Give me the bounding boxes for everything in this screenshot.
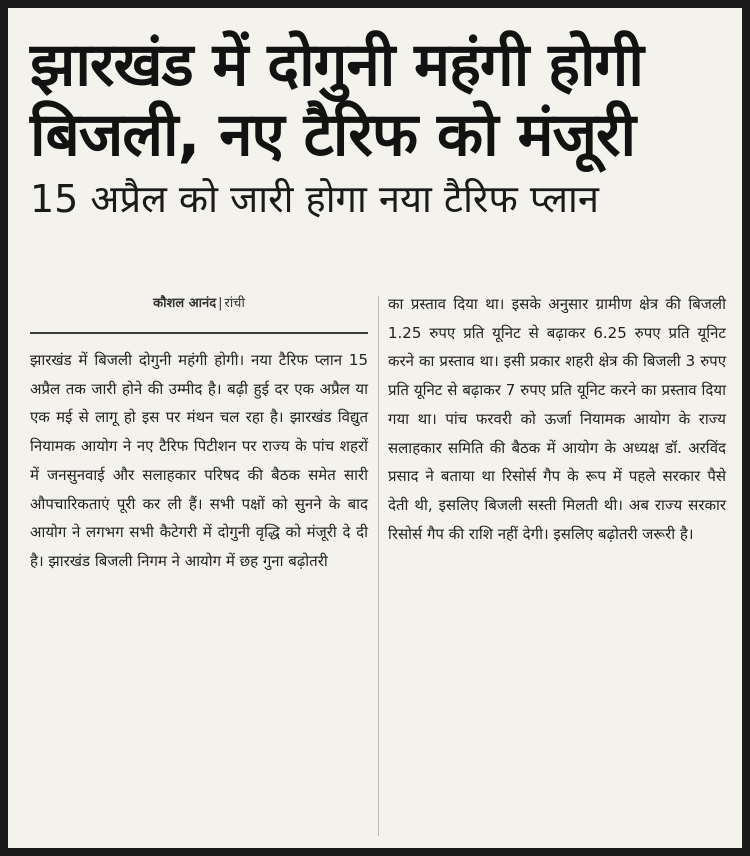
headline-line-2: बिजली, नए टैरिफ को मंजूरी [30, 100, 636, 170]
column-divider [378, 296, 379, 836]
headline [30, 30, 724, 170]
byline [30, 290, 368, 318]
headline-line-1: झारखंड में दोगुनी महंगी होगी [30, 30, 643, 100]
article-body-right: का प्रस्ताव दिया था। इसके अनुसार ग्रामीण क्षेत्र की बिजली 1.25 रुपए प्रति यूनिट से बढ़ाकर 6.25 रुपए प्रति यूनिट करने का प्रस्ताव था। इसी प्रकार शहरी क्षेत्र की बिजली 3 रुपए प्रति यूनिट से बढ़ाकर 7 रुपए प्रति यूनिट करने का प्रस्ताव दिया गया था। पांच फरवरी को ऊर्जा नियामक आयोग के राज्य सलाहकार समिति की बैठक में आयोग के अध्यक्ष डॉ. अरविंद प्रसाद ने बताया था रिसोर्स गैप के रूप में पहले सरकार पैसे देती थी, इसलिए बिजली सस्ती मिलती थी। अब राज्य सरकार रिसोर्स गैप की राशि नहीं देगी। इसलिए बढ़ोतरी जरूरी है। [388, 295, 726, 543]
byline-separator: | [218, 295, 223, 311]
subheadline: 15 अप्रैल को जारी होगा नया टैरिफ प्लान [30, 177, 599, 221]
article-body-left: झारखंड में बिजली दोगुनी महंगी होगी। नया टैरिफ प्लान 15 अप्रैल तक जारी होने की उम्मीद है। बढ़ी हुई दर एक अप्रैल या एक मई से लागू हो इस पर मंथन चल रहा है। झारखंड विद्युत नियामक आयोग ने नए टैरिफ पिटीशन पर राज्य के पांच शहरों में जनसुनवाई और सलाहकार परिषद की बैठक समेत सारी औपचारिकताएं पूरी कर ली हैं। सभी पक्षों को सुनने के बाद आयोग ने लगभग सभी कैटेगरी में दोगुनी वृद्धि को मंजूरी दे दी है। झारखंड बिजली निगम ने आयोग में छह गुना बढ़ोतरी [30, 351, 368, 570]
byline-rule [30, 332, 368, 334]
article-column-right [388, 290, 726, 576]
byline-author: कौशल आनंद [153, 295, 217, 311]
article-column-left [30, 290, 368, 576]
byline-city: रांची [224, 295, 245, 311]
